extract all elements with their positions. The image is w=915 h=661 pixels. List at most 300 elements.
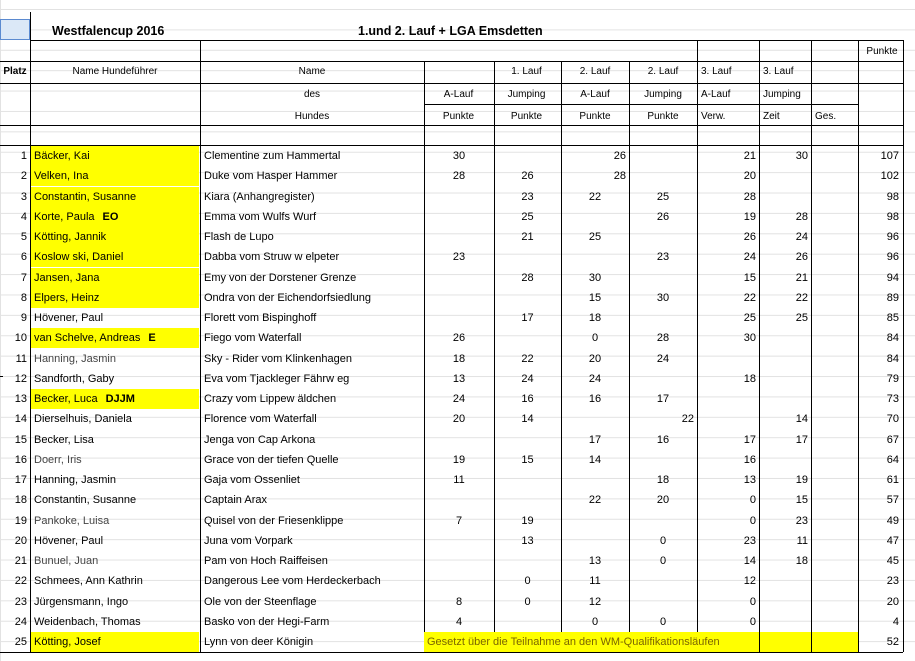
dog-name-cell[interactable]: Eva vom Tjackleger Fährw eg [204, 372, 350, 385]
score-cell-a3[interactable]: 0 [749, 494, 756, 507]
score-cell-j3[interactable]: 19 [795, 474, 808, 486]
score-cell-a2[interactable]: 11 [589, 575, 601, 588]
dog-name-cell[interactable]: Kiara (Anhangregister) [204, 190, 315, 203]
header-lauf1-punkte: Punkte [510, 111, 543, 122]
score-cell-a2[interactable]: 16 [588, 393, 602, 405]
score-cell-j1[interactable] [494, 288, 561, 308]
score-cell-a3[interactable]: 30 [743, 332, 756, 345]
score-cell-j1[interactable]: 22 [521, 352, 534, 365]
total-points-cell[interactable]: 70 [886, 413, 899, 426]
score-cell-a2[interactable]: 30 [588, 271, 602, 284]
total-points-cell[interactable]: 4 [892, 615, 899, 628]
score-cell-j3[interactable]: 28 [795, 210, 808, 223]
platz-cell[interactable]: 4 [20, 210, 27, 223]
score-cell-a2[interactable]: 17 [588, 433, 602, 446]
score-cell-j2[interactable] [629, 450, 697, 470]
score-cell-a3[interactable]: 0 [749, 615, 756, 628]
highlight-cell[interactable] [812, 632, 858, 652]
score-cell-j2[interactable] [629, 511, 697, 531]
highlight-cell[interactable] [760, 632, 811, 652]
total-points-cell[interactable]: 64 [886, 453, 899, 466]
total-points-cell[interactable]: 94 [886, 271, 899, 284]
score-cell-j3[interactable]: 11 [796, 534, 808, 547]
total-points-cell[interactable]: 84 [886, 352, 899, 365]
handler-name-cell[interactable] [31, 430, 199, 450]
total-points-cell[interactable]: 73 [886, 393, 899, 405]
score-cell-a3[interactable]: 23 [743, 534, 756, 547]
score-cell-j2[interactable] [629, 571, 697, 591]
score-cell-j2[interactable] [629, 227, 697, 247]
score-cell-a3[interactable]: 28 [743, 190, 756, 203]
total-points-cell[interactable]: 98 [886, 210, 899, 223]
handler-name-cell[interactable] [31, 349, 199, 369]
score-cell-a2[interactable]: 25 [588, 231, 602, 243]
handler-name-cell[interactable] [31, 227, 199, 247]
score-cell-j2[interactable]: 0 [659, 534, 667, 547]
dog-name-cell[interactable]: Duke vom Hasper Hammer [204, 170, 338, 183]
total-points-cell[interactable]: 85 [886, 312, 899, 324]
score-cell-j3[interactable]: 17 [795, 433, 808, 446]
score-cell-a2[interactable]: 22 [588, 190, 602, 203]
score-cell-j2[interactable]: 26 [656, 210, 670, 223]
platz-cell[interactable]: 20 [14, 534, 27, 547]
score-cell-a3[interactable]: 17 [743, 433, 756, 446]
total-points-cell[interactable]: 20 [886, 595, 899, 608]
platz-cell[interactable]: 15 [14, 433, 27, 446]
score-cell-j2[interactable]: 0 [659, 555, 667, 567]
handler-name-cell[interactable] [31, 187, 199, 207]
sheet-title: Westfalencup 2016 [52, 24, 165, 38]
score-cell-j3[interactable] [759, 612, 811, 632]
score-cell-a[interactable] [424, 490, 494, 510]
score-cell-a[interactable]: 4 [455, 615, 463, 628]
handler-name-cell[interactable] [31, 409, 199, 429]
score-cell-a2[interactable]: 26 [613, 150, 626, 162]
dog-name-cell[interactable]: Gaja vom Ossenliet [204, 474, 300, 486]
score-cell-a2[interactable]: 18 [588, 312, 602, 324]
score-cell-j1[interactable]: 23 [521, 190, 534, 203]
total-points-cell[interactable]: 102 [880, 170, 899, 183]
score-cell-j1[interactable]: 13 [521, 534, 534, 547]
score-cell-j2[interactable]: 25 [656, 190, 670, 203]
handler-name-cell[interactable] [31, 247, 199, 267]
platz-cell[interactable]: 19 [14, 514, 27, 527]
score-cell-j3[interactable] [759, 389, 811, 409]
score-cell-a[interactable] [424, 288, 494, 308]
handler-name-cell[interactable] [31, 571, 199, 591]
platz-cell[interactable]: 11 [15, 352, 27, 365]
table-row [0, 389, 915, 409]
score-cell-a2[interactable]: 12 [588, 595, 602, 608]
handler-name: Doerr, Iris [34, 453, 82, 466]
table-row [0, 187, 915, 207]
table-row [0, 247, 915, 267]
platz-cell[interactable]: 21 [14, 555, 27, 567]
handler-name: Hövener, Paul [34, 312, 104, 324]
header-lauf3j-jumping: Jumping [763, 89, 801, 100]
score-cell-a[interactable] [424, 308, 494, 328]
platz-cell[interactable]: 12 [14, 372, 27, 385]
score-cell-j3[interactable] [759, 166, 811, 186]
table-row [0, 349, 915, 369]
platz-cell[interactable]: 18 [14, 494, 27, 507]
score-cell-a2[interactable]: 15 [588, 291, 602, 304]
score-cell-a[interactable]: 28 [452, 170, 466, 183]
handler-name: Jansen, Jana [34, 271, 100, 284]
handler-name: Becker, Lisa [34, 433, 94, 446]
score-cell-a3[interactable] [697, 349, 759, 369]
platz-cell[interactable]: 3 [20, 190, 27, 203]
score-cell-a3[interactable] [697, 389, 759, 409]
score-cell-a[interactable]: 24 [452, 393, 466, 405]
dog-name-cell[interactable]: Fiego vom Waterfall [204, 332, 302, 345]
score-cell-a[interactable]: 8 [455, 595, 463, 608]
table-row [0, 369, 915, 389]
handler-name-cell[interactable] [31, 166, 199, 186]
score-cell-a3[interactable]: 0 [749, 595, 756, 608]
score-cell-a3[interactable]: 24 [743, 251, 756, 264]
score-cell-j1[interactable]: 26 [521, 170, 534, 183]
dog-name-cell[interactable]: Quisel von der Friesenklippe [204, 514, 344, 527]
handler-name-cell[interactable] [31, 146, 199, 166]
score-cell-j3[interactable]: 21 [795, 271, 808, 284]
platz-cell[interactable]: 5 [20, 231, 27, 243]
dog-name-cell[interactable]: Flash de Lupo [204, 231, 274, 243]
handler-name: Koslow ski, Daniel [34, 251, 124, 264]
handler-name-cell[interactable] [31, 207, 199, 227]
handler-name-cell[interactable] [31, 592, 199, 612]
score-cell-a3[interactable]: 16 [743, 453, 756, 466]
score-cell-j2[interactable]: 22 [681, 413, 694, 426]
score-cell-a3[interactable]: 13 [743, 474, 756, 486]
table-row [0, 592, 915, 612]
table-row [0, 308, 915, 328]
score-cell-a[interactable]: 7 [455, 514, 463, 527]
handler-name-cell[interactable] [31, 551, 199, 571]
sheet-subtitle: 1.und 2. Lauf + LGA Emsdetten [358, 24, 543, 38]
platz-cell[interactable]: 2 [20, 170, 27, 183]
score-cell-j1[interactable] [494, 430, 561, 450]
score-cell-a3[interactable]: 18 [743, 372, 756, 385]
score-cell-a[interactable]: 19 [452, 453, 466, 466]
score-cell-a3[interactable]: 21 [743, 150, 756, 162]
total-points-cell[interactable]: 57 [886, 494, 899, 507]
score-cell-a[interactable] [424, 187, 494, 207]
score-cell-a[interactable]: 18 [452, 352, 466, 365]
platz-cell[interactable]: 13 [14, 393, 27, 405]
header-lauf2a-punkte: Punkte [579, 111, 611, 122]
score-cell-a2[interactable] [561, 470, 629, 490]
score-cell-a3[interactable]: 25 [743, 312, 756, 324]
score-cell-a[interactable]: 11 [453, 474, 465, 486]
total-points-cell[interactable]: 49 [886, 514, 899, 527]
header-hundes: Hundes [294, 111, 330, 122]
border-line [698, 40, 858, 41]
table-row [0, 146, 915, 166]
header-punkte-top: Punkte [866, 46, 898, 57]
score-cell-a2[interactable] [561, 409, 629, 429]
score-cell-j3[interactable] [759, 328, 811, 348]
score-cell-a2[interactable] [561, 531, 629, 551]
total-points-cell[interactable]: 61 [886, 474, 899, 486]
score-cell-a[interactable] [424, 531, 494, 551]
score-cell-a2[interactable] [561, 511, 629, 531]
score-cell-a[interactable] [424, 551, 494, 571]
score-cell-j3[interactable] [759, 349, 811, 369]
platz-cell[interactable]: 6 [20, 251, 27, 264]
handler-name: Elpers, Heinz [34, 291, 100, 304]
score-cell-j2[interactable] [629, 146, 697, 166]
total-points-cell[interactable]: 52 [886, 636, 899, 648]
score-cell-a3[interactable]: 26 [743, 231, 756, 243]
score-cell-j1[interactable]: 15 [521, 453, 534, 466]
table-row [0, 227, 915, 247]
score-cell-a2[interactable]: 22 [588, 494, 602, 507]
dog-name-cell[interactable]: Florence vom Waterfall [204, 413, 317, 426]
handler-name: Schmees, Ann Kathrin [34, 575, 143, 588]
header-des: des [303, 89, 321, 100]
score-cell-j1[interactable]: 16 [521, 393, 534, 405]
score-cell-a3[interactable]: 12 [743, 575, 756, 588]
score-cell-a2[interactable]: 13 [588, 555, 602, 567]
handler-name-cell[interactable] [31, 531, 199, 551]
handler-name-cell[interactable] [31, 268, 199, 288]
score-cell-j1[interactable] [494, 612, 561, 632]
dog-name-cell[interactable]: Pam von Hoch Raiffeisen [204, 555, 328, 567]
score-cell-j1[interactable] [494, 328, 561, 348]
handler-name-cell[interactable] [31, 511, 199, 531]
dog-name-cell[interactable]: Captain Arax [204, 494, 267, 507]
dog-name-cell[interactable]: Basko von der Hegi-Farm [204, 615, 330, 628]
score-cell-j1[interactable] [494, 490, 561, 510]
platz-cell[interactable]: 14 [14, 413, 27, 426]
handler-name-cell[interactable] [31, 328, 199, 348]
platz-cell[interactable]: 17 [14, 474, 27, 486]
handler-name: van Schelve, Andreas [34, 332, 141, 345]
score-cell-a2[interactable] [561, 207, 629, 227]
score-cell-a2[interactable] [561, 247, 629, 267]
dog-name-cell[interactable]: Ole von der Steenflage [204, 595, 317, 608]
handler-name-cell[interactable] [31, 490, 199, 510]
platz-cell[interactable]: 25 [14, 636, 27, 648]
score-cell-a3[interactable]: 0 [749, 514, 756, 527]
score-cell-j1[interactable] [494, 247, 561, 267]
dog-name-cell[interactable]: Sky - Rider vom Klinkenhagen [204, 352, 352, 365]
score-cell-a[interactable] [424, 430, 494, 450]
table-row [0, 430, 915, 450]
score-cell-j1[interactable]: 19 [521, 514, 534, 527]
score-cell-j2[interactable]: 0 [659, 615, 667, 628]
score-cell-a3[interactable]: 20 [743, 170, 756, 183]
score-cell-j2[interactable]: 17 [656, 393, 670, 405]
header-a-lauf-punkte: Punkte [442, 111, 475, 122]
dog-name-cell[interactable]: Dabba vom Struw w elpeter [204, 251, 340, 264]
header-lauf3j-zeit: Zeit [763, 111, 780, 122]
score-cell-a2[interactable]: 28 [613, 170, 626, 183]
note-cell[interactable]: Gesetzt über die Teilnahme an den WM-Qualifikationsläufen [424, 632, 759, 652]
total-points-cell[interactable]: 79 [886, 372, 899, 385]
score-cell-j2[interactable]: 24 [656, 352, 670, 365]
handler-name-cell[interactable] [31, 308, 199, 328]
dog-name-cell[interactable]: Lynn von deer Königin [204, 636, 314, 648]
score-cell-j1[interactable]: 14 [521, 413, 534, 426]
dog-name-cell[interactable]: Jenga von Cap Arkona [204, 433, 316, 446]
platz-cell[interactable]: 1 [20, 150, 27, 162]
score-cell-j2[interactable]: 28 [656, 332, 670, 345]
total-points-cell[interactable]: 96 [886, 231, 899, 243]
score-cell-j1[interactable] [494, 551, 561, 571]
score-cell-a[interactable] [424, 268, 494, 288]
score-cell-j2[interactable] [629, 592, 697, 612]
total-points-cell[interactable]: 89 [886, 291, 899, 304]
table-row [0, 490, 915, 510]
score-cell-j1[interactable]: 21 [521, 231, 534, 243]
dog-name-cell[interactable]: Clementine zum Hammertal [204, 150, 341, 162]
score-cell-j3[interactable]: 14 [795, 413, 808, 426]
score-cell-a[interactable]: 13 [452, 372, 466, 385]
score-cell-a2[interactable]: 14 [588, 453, 602, 466]
score-cell-a[interactable]: 30 [452, 150, 466, 162]
handler-name-cell[interactable] [31, 369, 199, 389]
score-cell-j1[interactable]: 0 [524, 575, 531, 588]
score-cell-j3[interactable]: 15 [795, 494, 808, 507]
handler-name: Hanning, Jasmin [34, 352, 116, 365]
score-cell-j3[interactable]: 22 [795, 291, 808, 304]
selected-cell[interactable] [0, 19, 30, 40]
score-cell-j1[interactable] [494, 146, 561, 166]
score-cell-a[interactable] [424, 571, 494, 591]
platz-cell[interactable]: 9 [20, 312, 27, 324]
score-cell-j3[interactable] [759, 369, 811, 389]
handler-name: Weidenbach, Thomas [34, 615, 141, 628]
score-cell-j1[interactable]: 0 [524, 595, 531, 608]
score-cell-j1[interactable]: 24 [521, 372, 534, 385]
handler-name: Kötting, Josef [34, 636, 101, 648]
score-cell-a[interactable]: 26 [452, 332, 466, 345]
dog-name-cell[interactable]: Crazy vom Lippew äldchen [204, 393, 337, 405]
total-points-cell[interactable]: 107 [880, 150, 899, 162]
score-cell-a[interactable]: 23 [452, 251, 466, 264]
table-row [0, 288, 915, 308]
score-cell-j3[interactable]: 24 [795, 231, 808, 243]
score-cell-a[interactable] [424, 207, 494, 227]
score-cell-j2[interactable]: 16 [656, 433, 670, 446]
score-cell-a3[interactable] [697, 409, 759, 429]
score-cell-j2[interactable]: 30 [656, 291, 670, 304]
total-points-cell[interactable]: 84 [886, 332, 899, 345]
score-cell-j2[interactable] [629, 268, 697, 288]
score-cell-a2[interactable]: 20 [588, 352, 602, 365]
dog-name-cell[interactable]: Florett vom Bispinghoff [204, 312, 317, 324]
dog-name-cell[interactable]: Juna vom Vorpark [204, 534, 293, 547]
score-cell-j2[interactable] [629, 166, 697, 186]
title-badge: EO [102, 210, 119, 223]
score-cell-j1[interactable] [494, 470, 561, 490]
header-lauf3a: 3. Lauf [701, 66, 732, 77]
dog-name-cell[interactable]: Ondra von der Eichendorfsiedlung [204, 291, 371, 304]
score-cell-a3[interactable]: 14 [743, 555, 756, 567]
table-row [0, 511, 915, 531]
header-lauf3a-verw: Verw. [701, 111, 726, 122]
dog-name-cell[interactable]: Dangerous Lee vom Herdeckerbach [204, 575, 381, 588]
score-cell-j2[interactable]: 23 [656, 251, 670, 264]
platz-cell[interactable]: 16 [14, 453, 27, 466]
score-cell-j3[interactable] [759, 450, 811, 470]
header-lauf1-jumping: Jumping [507, 89, 546, 100]
border-line [0, 83, 903, 84]
table-row [0, 166, 915, 186]
handler-name: Pankoke, Luisa [34, 514, 110, 527]
header-platz: Platz [3, 66, 27, 77]
score-cell-j1[interactable]: 17 [521, 312, 534, 324]
score-cell-j3[interactable]: 23 [795, 514, 808, 527]
score-cell-a3[interactable]: 15 [743, 271, 756, 284]
score-cell-j1[interactable]: 28 [521, 271, 534, 284]
total-points-cell[interactable]: 23 [886, 575, 899, 588]
platz-cell[interactable]: 24 [14, 615, 27, 628]
score-cell-j3[interactable]: 18 [795, 555, 808, 567]
score-cell-j1[interactable]: 25 [521, 210, 534, 223]
platz-cell[interactable]: 23 [14, 595, 27, 608]
score-cell-j3[interactable] [759, 592, 811, 612]
total-points-cell[interactable]: 96 [886, 251, 899, 264]
border-line [0, 61, 903, 62]
score-cell-j2[interactable] [629, 369, 697, 389]
handler-name: Dierselhuis, Daniela [34, 413, 132, 426]
handler-name-cell[interactable] [31, 632, 199, 652]
score-cell-j3[interactable]: 26 [795, 251, 808, 264]
header-lauf3j: 3. Lauf [763, 66, 794, 77]
total-points-cell[interactable]: 47 [886, 534, 899, 547]
score-cell-a2[interactable]: 24 [588, 372, 602, 385]
platz-cell[interactable]: 10 [14, 332, 27, 345]
score-cell-a[interactable] [424, 227, 494, 247]
score-cell-j3[interactable] [759, 187, 811, 207]
score-cell-j2[interactable] [629, 308, 697, 328]
handler-name: Kötting, Jannik [34, 231, 107, 243]
score-cell-a3[interactable]: 22 [743, 291, 756, 304]
total-points-cell[interactable]: 98 [886, 190, 899, 203]
dog-name-cell[interactable]: Emma vom Wulfs Wurf [204, 210, 317, 223]
handler-name-cell[interactable] [31, 450, 199, 470]
score-cell-a2[interactable]: 0 [591, 332, 599, 345]
score-cell-j3[interactable]: 25 [795, 312, 808, 324]
border-line [424, 104, 858, 105]
title-badge: E [148, 332, 156, 345]
score-cell-a[interactable]: 20 [452, 413, 466, 426]
handler-name-cell[interactable] [31, 389, 199, 409]
score-cell-a2[interactable]: 0 [591, 615, 599, 628]
score-cell-j3[interactable] [759, 571, 811, 591]
score-cell-j2[interactable]: 18 [656, 474, 670, 486]
score-cell-a3[interactable]: 19 [743, 210, 756, 223]
total-points-cell[interactable]: 67 [886, 433, 899, 446]
dog-name-cell[interactable]: Grace von der tiefen Quelle [204, 453, 339, 466]
platz-cell[interactable]: 22 [14, 575, 27, 588]
dog-name-cell[interactable]: Emy von der Dorstener Grenze [204, 271, 357, 284]
total-points-cell[interactable]: 45 [886, 555, 899, 567]
score-cell-j2[interactable]: 20 [656, 494, 670, 507]
handler-name-cell[interactable] [31, 288, 199, 308]
handler-name-cell[interactable] [31, 612, 199, 632]
table-row [0, 207, 915, 227]
handler-name-cell[interactable] [31, 470, 199, 490]
handler-name: Hövener, Paul [34, 534, 104, 547]
platz-cell[interactable]: 7 [20, 271, 27, 284]
handler-name: Constantin, Susanne [34, 494, 137, 507]
platz-cell[interactable]: 8 [20, 291, 27, 304]
score-cell-j3[interactable]: 30 [795, 150, 808, 162]
